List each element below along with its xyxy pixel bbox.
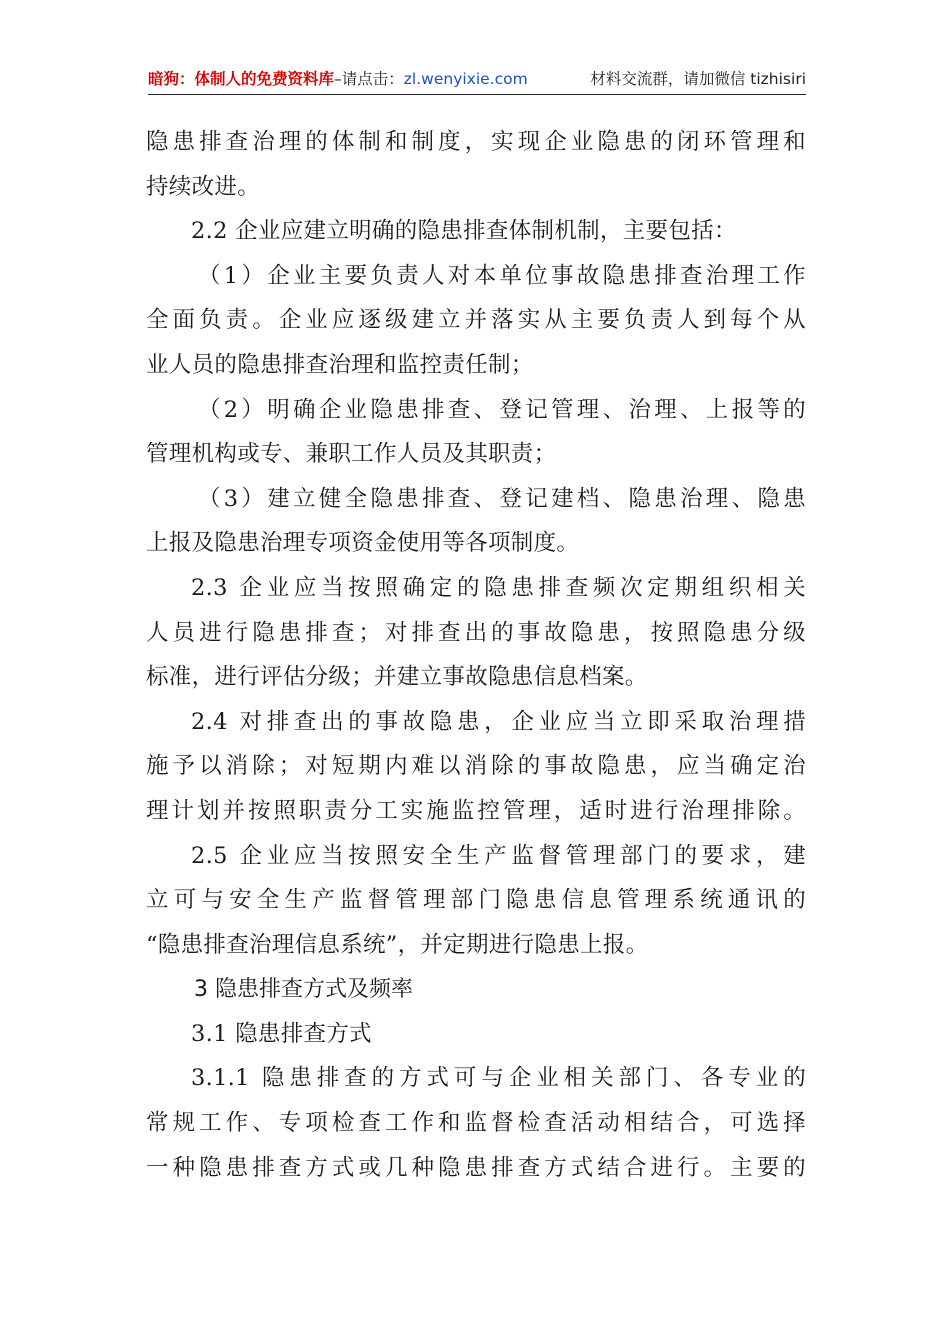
text-line: 上报及隐患治理专项资金使用等各项制度。: [146, 530, 580, 557]
page-header: [148, 66, 806, 95]
text-line: 全面负责。企业应逐级建立并落实从主要负责人到每个从: [146, 307, 806, 334]
text-line: 2.2 企业应建立明确的隐患排查体制机制，主要包括：: [191, 218, 737, 245]
site-link[interactable]: zl.wenyixie.com: [403, 70, 528, 88]
text-line: 常规工作、专项检查工作和监督检查活动相结合，可选择: [146, 1110, 806, 1137]
text-line: 标准，进行评估分级；并建立事故隐患信息档案。: [146, 664, 648, 691]
text-line: 持续改进。: [146, 173, 261, 200]
text-line: 业人员的隐患排查治理和监控责任制；: [146, 351, 534, 378]
text-line: 人员进行隐患排查；对排查出的事故隐患，按照隐患分级: [146, 619, 806, 646]
text-line: 2.3 企业应当按照确定的隐患排查频次定期组织相关: [191, 574, 806, 601]
text-line: （3）建立健全隐患排查、登记建档、隐患治理、隐患: [198, 485, 806, 512]
text-line: 施予以消除；对短期内难以消除的事故隐患，应当确定治: [146, 753, 806, 780]
text-line: 管理机构或专、兼职工作人员及其职责；: [146, 441, 557, 468]
subsection-heading: 3.1 隐患排查方式: [191, 1020, 372, 1047]
text-line: “隐患排查治理信息系统”，并定期进行隐患上报。: [146, 931, 649, 958]
site-name: 暗狗：体制人的免费资料库: [148, 70, 335, 88]
text-line: （1）企业主要负责人对本单位事故隐患排查治理工作: [198, 262, 806, 289]
text-line: 隐患排查治理的体制和制度，实现企业隐患的闭环管理和: [146, 129, 806, 155]
section-heading: 3 隐患排查方式及频率: [194, 977, 413, 1003]
text-line: 立可与安全生产监督管理部门隐患信息管理系统通讯的: [146, 887, 806, 914]
text-line: 3.1.1 隐患排查的方式可与企业相关部门、各专业的: [191, 1065, 806, 1092]
wechat-note: 材料交流群，请加微信 tizhisiri: [590, 70, 806, 88]
text-line: 2.5 企业应当按照安全生产监督管理部门的要求，建: [191, 842, 806, 869]
text-line: 一种隐患排查方式或几种隐患排查方式结合进行。主要的: [146, 1154, 806, 1181]
text-line: 理计划并按照职责分工实施监控管理，适时进行治理排除。: [146, 797, 806, 824]
text-line: （2）明确企业隐患排查、登记管理、治理、上报等的: [198, 396, 806, 423]
document-body: [146, 120, 806, 1190]
text-line: 2.4 对排查出的事故隐患，企业应当立即采取治理措: [191, 708, 806, 735]
link-prompt: –请点击：: [334, 70, 404, 88]
